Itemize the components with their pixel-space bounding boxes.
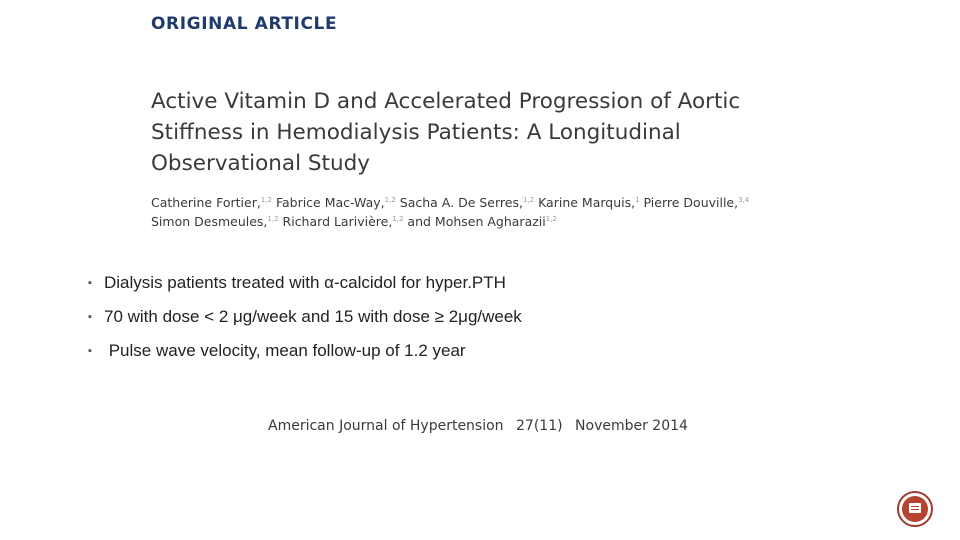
author-line-2 [151,212,831,231]
title-line-1: Active Vitamin D and Accelerated Progression of Aortic [151,89,741,114]
bullet-text: Dialysis patients treated with α-calcidol for hyper.PTH [104,273,506,292]
bullet-list [88,270,522,372]
author-affiliation: 1,2 [392,214,404,223]
publication-date: November 2014 [575,418,688,434]
author-affiliation: 1,2 [267,214,279,223]
author-name: Simon Desmeules, [151,214,268,229]
author-list [151,193,831,231]
bullet-marker-icon: ▪ [88,311,92,323]
title-line-2: Stiffness in Hemodialysis Patients: A Longitudinal [151,120,681,145]
journal-volume: 27(11) [516,418,563,434]
author-name: Pierre Douville, [643,195,739,210]
author-name: Catherine Fortier, [151,195,261,210]
author-affiliation: 1,2 [545,214,557,223]
bullet-text: Pulse wave velocity, mean follow-up of 1.2 year [104,341,466,360]
author-line-1 [151,193,831,212]
list-item [88,304,522,338]
author-name: and Mohsen Agharazii [407,214,546,229]
author-name: Richard Larivière, [282,214,393,229]
author-name: Karine Marquis, [538,195,636,210]
author-name: Fabrice Mac-Way, [275,195,385,210]
bullet-marker-icon: ▪ [88,277,92,289]
journal-citation [268,418,688,434]
document-badge-icon [897,491,933,527]
author-affiliation: 1,2 [384,195,396,204]
section-label: ORIGINAL ARTICLE [151,14,338,34]
journal-name: American Journal of Hypertension [268,418,504,434]
author-affiliation: 1,2 [260,195,272,204]
bullet-text: 70 with dose < 2 μg/week and 15 with dose ≥ 2μg/week [104,307,522,326]
title-line-3: Observational Study [151,151,370,176]
list-item [88,338,522,372]
author-affiliation: 3,4 [738,195,750,204]
page-icon [909,503,921,513]
bullet-marker-icon: ▪ [88,345,92,357]
author-affiliation: 1,2 [522,195,535,204]
author-affiliation: 1 [635,195,640,204]
article-title [151,86,791,179]
list-item [88,270,522,304]
author-name: Sacha A. De Serres, [399,195,523,210]
